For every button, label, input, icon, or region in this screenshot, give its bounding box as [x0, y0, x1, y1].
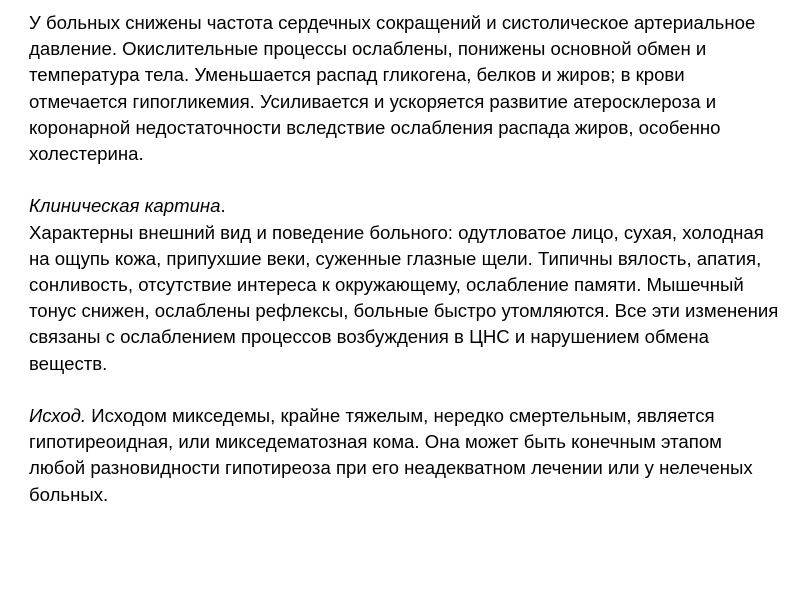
clinical-heading-punct: . [220, 195, 226, 217]
paragraph-spacer [29, 377, 780, 403]
intro-paragraph: У больных снижены частота сердечных сокращений и систолическое артериальное давление. Окислительные процессы ослаблены, понижены основной обмен и температура тела. Уменьшается распад гликогена, белков и жиров; в крови отмечается гипогликемия. Усиливается и ускоряется развитие атеросклероза и коронарной недостаточности вследствие ослабления распада жиров, особенно холестерина. [29, 12, 756, 165]
clinical-heading: Клиническая картина [29, 195, 221, 217]
clinical-heading-line [29, 193, 780, 219]
outcome-text: Исходом микседемы, крайне тяжелым, нередко смертельным, является гипотиреоидная, или микседематозная кома. Она может быть конечным этапом любой разновидности гипотиреоза при его неадекватном лечении или у нелеченых больных. [29, 405, 753, 505]
clinical-paragraph: Характерны внешний вид и поведение больного: одутловатое лицо, сухая, холодная на ощупь кожа, припухшие веки, суженные глазные щели. Типичны вялость, апатия, сонливость, отсутствие интереса к окружающему, ослабление памяти. Мышечный тонус снижен, ослаблены рефлексы, больные быстро утомляются. Все эти изменения связаны с ослаблением процессов возбуждения в ЦНС и нарушением обмена веществ. [29, 221, 779, 374]
outcome-paragraph [29, 403, 780, 508]
paragraph-spacer [29, 167, 780, 193]
outcome-label: Исход. [29, 405, 87, 427]
